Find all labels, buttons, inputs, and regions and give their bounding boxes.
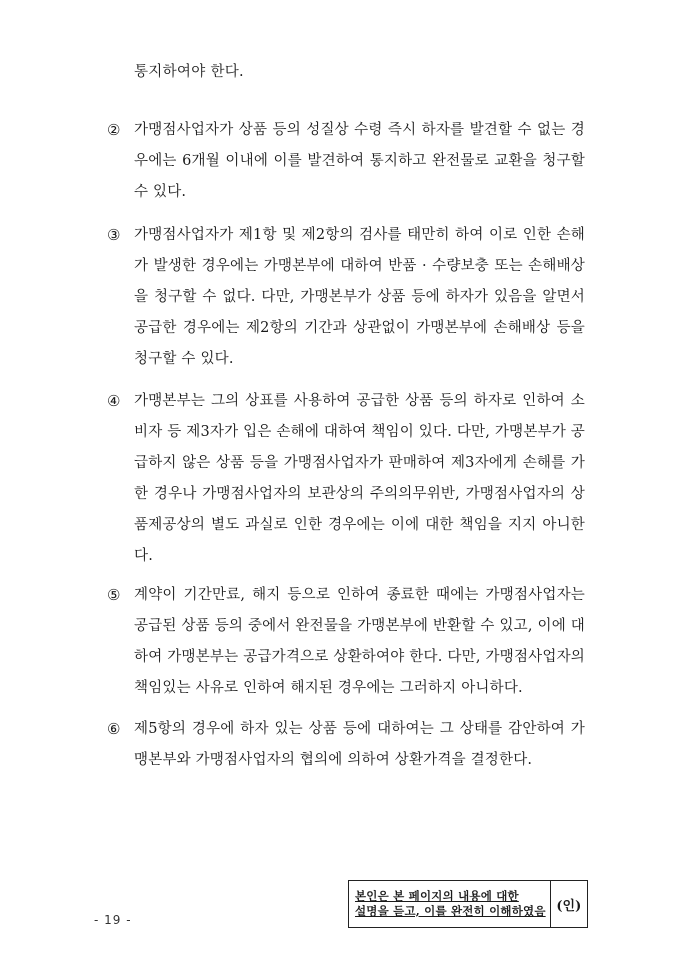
- clause-number: ③: [107, 226, 121, 244]
- clause-text: 제5항의 경우에 하자 있는 상품 등에 대하여는 그 상태를 감안하여 가맹본부와 가맹점사업자의 협의에 의하여 상환가격을 결정한다.: [134, 721, 585, 768]
- clause-number: ④: [107, 392, 121, 410]
- clause-number: ⑥: [107, 720, 121, 738]
- clause-number: ②: [107, 121, 121, 139]
- confirmation-line: 설명을 듣고, 이를 완전히 이해하였음: [355, 904, 546, 918]
- confirmation-statement: [349, 881, 551, 927]
- clause-text: 가맹점사업자가 제1항 및 제2항의 검사를 태만히 하여 이로 인한 손해가 발생한 경우에는 가맹본부에 대하여 반품 · 수량보충 또는 손해배상을 청구할 수 없다. 다만, 가맹본부가 상품 등에 하자가 있음을 알면서 공급한 경우에는 제2항의 기간과 상관없이 가맹본부에 손해배상 등을 청구할 수 있다.: [134, 227, 585, 367]
- clause-5: [107, 580, 585, 704]
- clause-number: ⑤: [107, 586, 121, 604]
- clause-4: [107, 386, 585, 572]
- clause-text: 계약이 기간만료, 해지 등으로 인하여 종료한 때에는 가맹점사업자는 공급된 상품 등의 중에서 완전물을 가맹본부에 반환할 수 있고, 이에 대하여 가맹본부는 공급가격으로 상환하여야 한다. 다만, 가맹점사업자의 책임있는 사유로 인하여 해지된 경우에는 그러하지 아니하다.: [134, 587, 585, 696]
- clause-3: [107, 220, 585, 375]
- clause-text: 가맹본부는 그의 상표를 사용하여 공급한 상품 등의 하자로 인하여 소비자 등 제3자가 입은 손해에 대하여 책임이 있다. 다만, 가맹본부가 공급하지 않은 상품 등을 가맹점사업자가 판매하여 제3자에게 손해를 가한 경우나 가맹점사업자의 보관상의 주의의무위반, 가맹점사업자의 상품제공상의 별도 과실로 인한 경우에는 이에 대한 책임을 지지 아니한다.: [134, 393, 585, 564]
- page-number: - 19 -: [94, 913, 132, 927]
- confirmation-box: [348, 880, 588, 928]
- confirmation-line: 본인은 본 페이지의 내용에 대한: [355, 889, 519, 903]
- clause-6: [107, 714, 585, 776]
- seal-mark: (인): [556, 898, 582, 914]
- clause-text: 가맹점사업자가 상품 등의 성질상 수령 즉시 하자를 발견할 수 없는 경우에는 6개월 이내에 이를 발견하여 통지하고 완전물로 교환을 청구할 수 있다.: [134, 122, 585, 200]
- continuation-text: 통지하여야 한다.: [134, 64, 244, 80]
- clause-2: [107, 115, 585, 208]
